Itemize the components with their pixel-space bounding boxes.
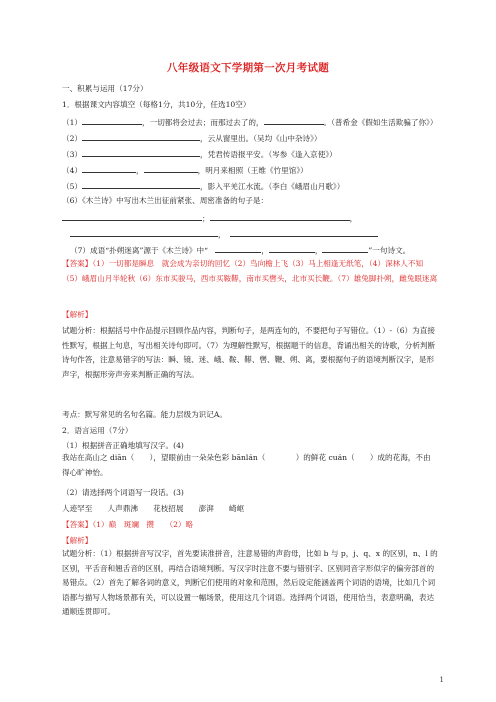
answer-blank[interactable]: [82, 132, 200, 141]
answer-blank[interactable]: [269, 244, 315, 253]
question-1-stem: 1．根据课文内容填空（每格1分，共10分，任选10空）: [62, 100, 251, 109]
answer-blank[interactable]: [322, 244, 368, 253]
analysis-label: 【解析】: [62, 310, 93, 319]
answer-blank[interactable]: [210, 212, 350, 221]
page-number: 1: [439, 676, 444, 684]
answer-blank[interactable]: [82, 148, 200, 157]
fill-item-6-blanks-a: ； ，: [62, 212, 442, 224]
fill-item-2: （2） ，云从窗里出。（吴均《山中杂诗》）: [62, 134, 322, 143]
answer-label: 【答案】: [62, 520, 93, 529]
fill-item-3: （3） ，凭君传语报平安。（岑参《逢入京使》）: [62, 150, 337, 159]
page-title: 八年级语文下学期第一次月考试题: [167, 62, 329, 74]
knowledge-point: 考点：默写常见的名句名篇。能力层级为识记A。: [62, 410, 227, 419]
fill-item-5: （5） ，影入平羌江水流。（李白《峨眉山月歌》）: [62, 182, 345, 191]
answer-blank[interactable]: [70, 228, 218, 237]
analysis-text-2: 试题分析：（1）根据拼音写汉字，首先要读准拼音，注意易错的声韵母，比如 b 与 p，j、q、x 的区别，n、l 的区别，平舌音和翘舌音的区别，再结合语境判断。写汉字时注意不要与错别字、区别同音字形似字的偏旁部首的易错点。（2）首先了解各词的意义，判断它们使用的对象和范围，然后设定能涵盖两个词语的语境，比如几个词语都与描写人物场景都有关，可以设置一幅场景，使用这几个词语。选择两个词语，使用恰当，表意明确，表达通顺连贯即可。: [62, 549, 438, 616]
answer-text: （1）巅 斑斓 攒 （2）略: [92, 520, 194, 529]
answer-blank[interactable]: [215, 244, 261, 253]
analysis-label: 【解析】: [62, 536, 93, 545]
pinyin-sentence: 我站在高山之 diān（ ），望眼前由一朵朵色彩 bānlán（ ）的鲜花 cuán（ ）成的花海，不由得心旷神怡。: [62, 453, 431, 477]
question-2-sub-2: （2）请选择两个词语写一段话。(3): [62, 488, 184, 497]
question-2-stem: 2．语言运用（7分）: [62, 426, 133, 435]
answer-blank[interactable]: [144, 164, 198, 173]
section-heading: 一、积累与运用（17分）: [62, 84, 148, 93]
fill-item-1: （1） ，一切都将会过去；而那过去了的， 。（普希金《假如生活欺骗了你》）: [62, 118, 438, 127]
answer-text: （1）一切都是瞬息 就会成为亲切的回忆（2）鸟向檐上飞（3）马上相逢无纸笔，（4）深林人不知（5）峨眉山月半轮秋（6）东市买骏马，西市买鞍鞯，南市买辔头，北市买长鞭。（7）雄兔脚扑朔，雌兔眼迷离: [62, 259, 438, 283]
question-2-sub-1: （1）根据拼音正确地填写汉字。(4): [62, 441, 184, 450]
fill-item-4: （4） ， ，明月来相照（王维《竹里馆》）: [62, 166, 308, 175]
analysis-text-1: 试题分析：根据括号中作品提示回顾作品内容，判断句子，是两连句的，不要把句子写错位。（1）-（6）为直接性默写，根据上句息，写出相关诗句即可。（7）为理解性默写，根据题干的信息，背诵出相关的诗歌，分析判断诗句作答，注意易错字的写法：瞬、镜、迷、峨、鞍、鞯、辔、鞭、朔、离，要根据句子的语境判断汉字，是形声字，根据形旁声旁来判断正确的写法。: [62, 326, 436, 379]
answer-blank[interactable]: [82, 164, 136, 173]
fill-item-6-blanks-b: ，: [70, 228, 450, 240]
answer-blank[interactable]: [230, 228, 378, 237]
answer-blank[interactable]: [82, 116, 142, 125]
answer-blank[interactable]: [82, 180, 200, 189]
answer-label: 【答案】: [62, 259, 93, 268]
word-list: 人迹罕至 人声鼎沸 花枝招展 澎湃 崎岖: [62, 504, 245, 513]
answer-blank[interactable]: [264, 116, 324, 125]
fill-item-6-stem: （6）《木兰诗》中写出木兰出征前紧张、周密准备的句子是：: [62, 196, 269, 205]
answer-block-2: [62, 520, 442, 530]
fill-item-7: （7）成语“扑朔迷离”源于《木兰诗》中“ ， ， ”一句诗文。: [70, 246, 411, 255]
answer-blank[interactable]: [62, 212, 202, 221]
answer-block-1: [62, 257, 438, 286]
